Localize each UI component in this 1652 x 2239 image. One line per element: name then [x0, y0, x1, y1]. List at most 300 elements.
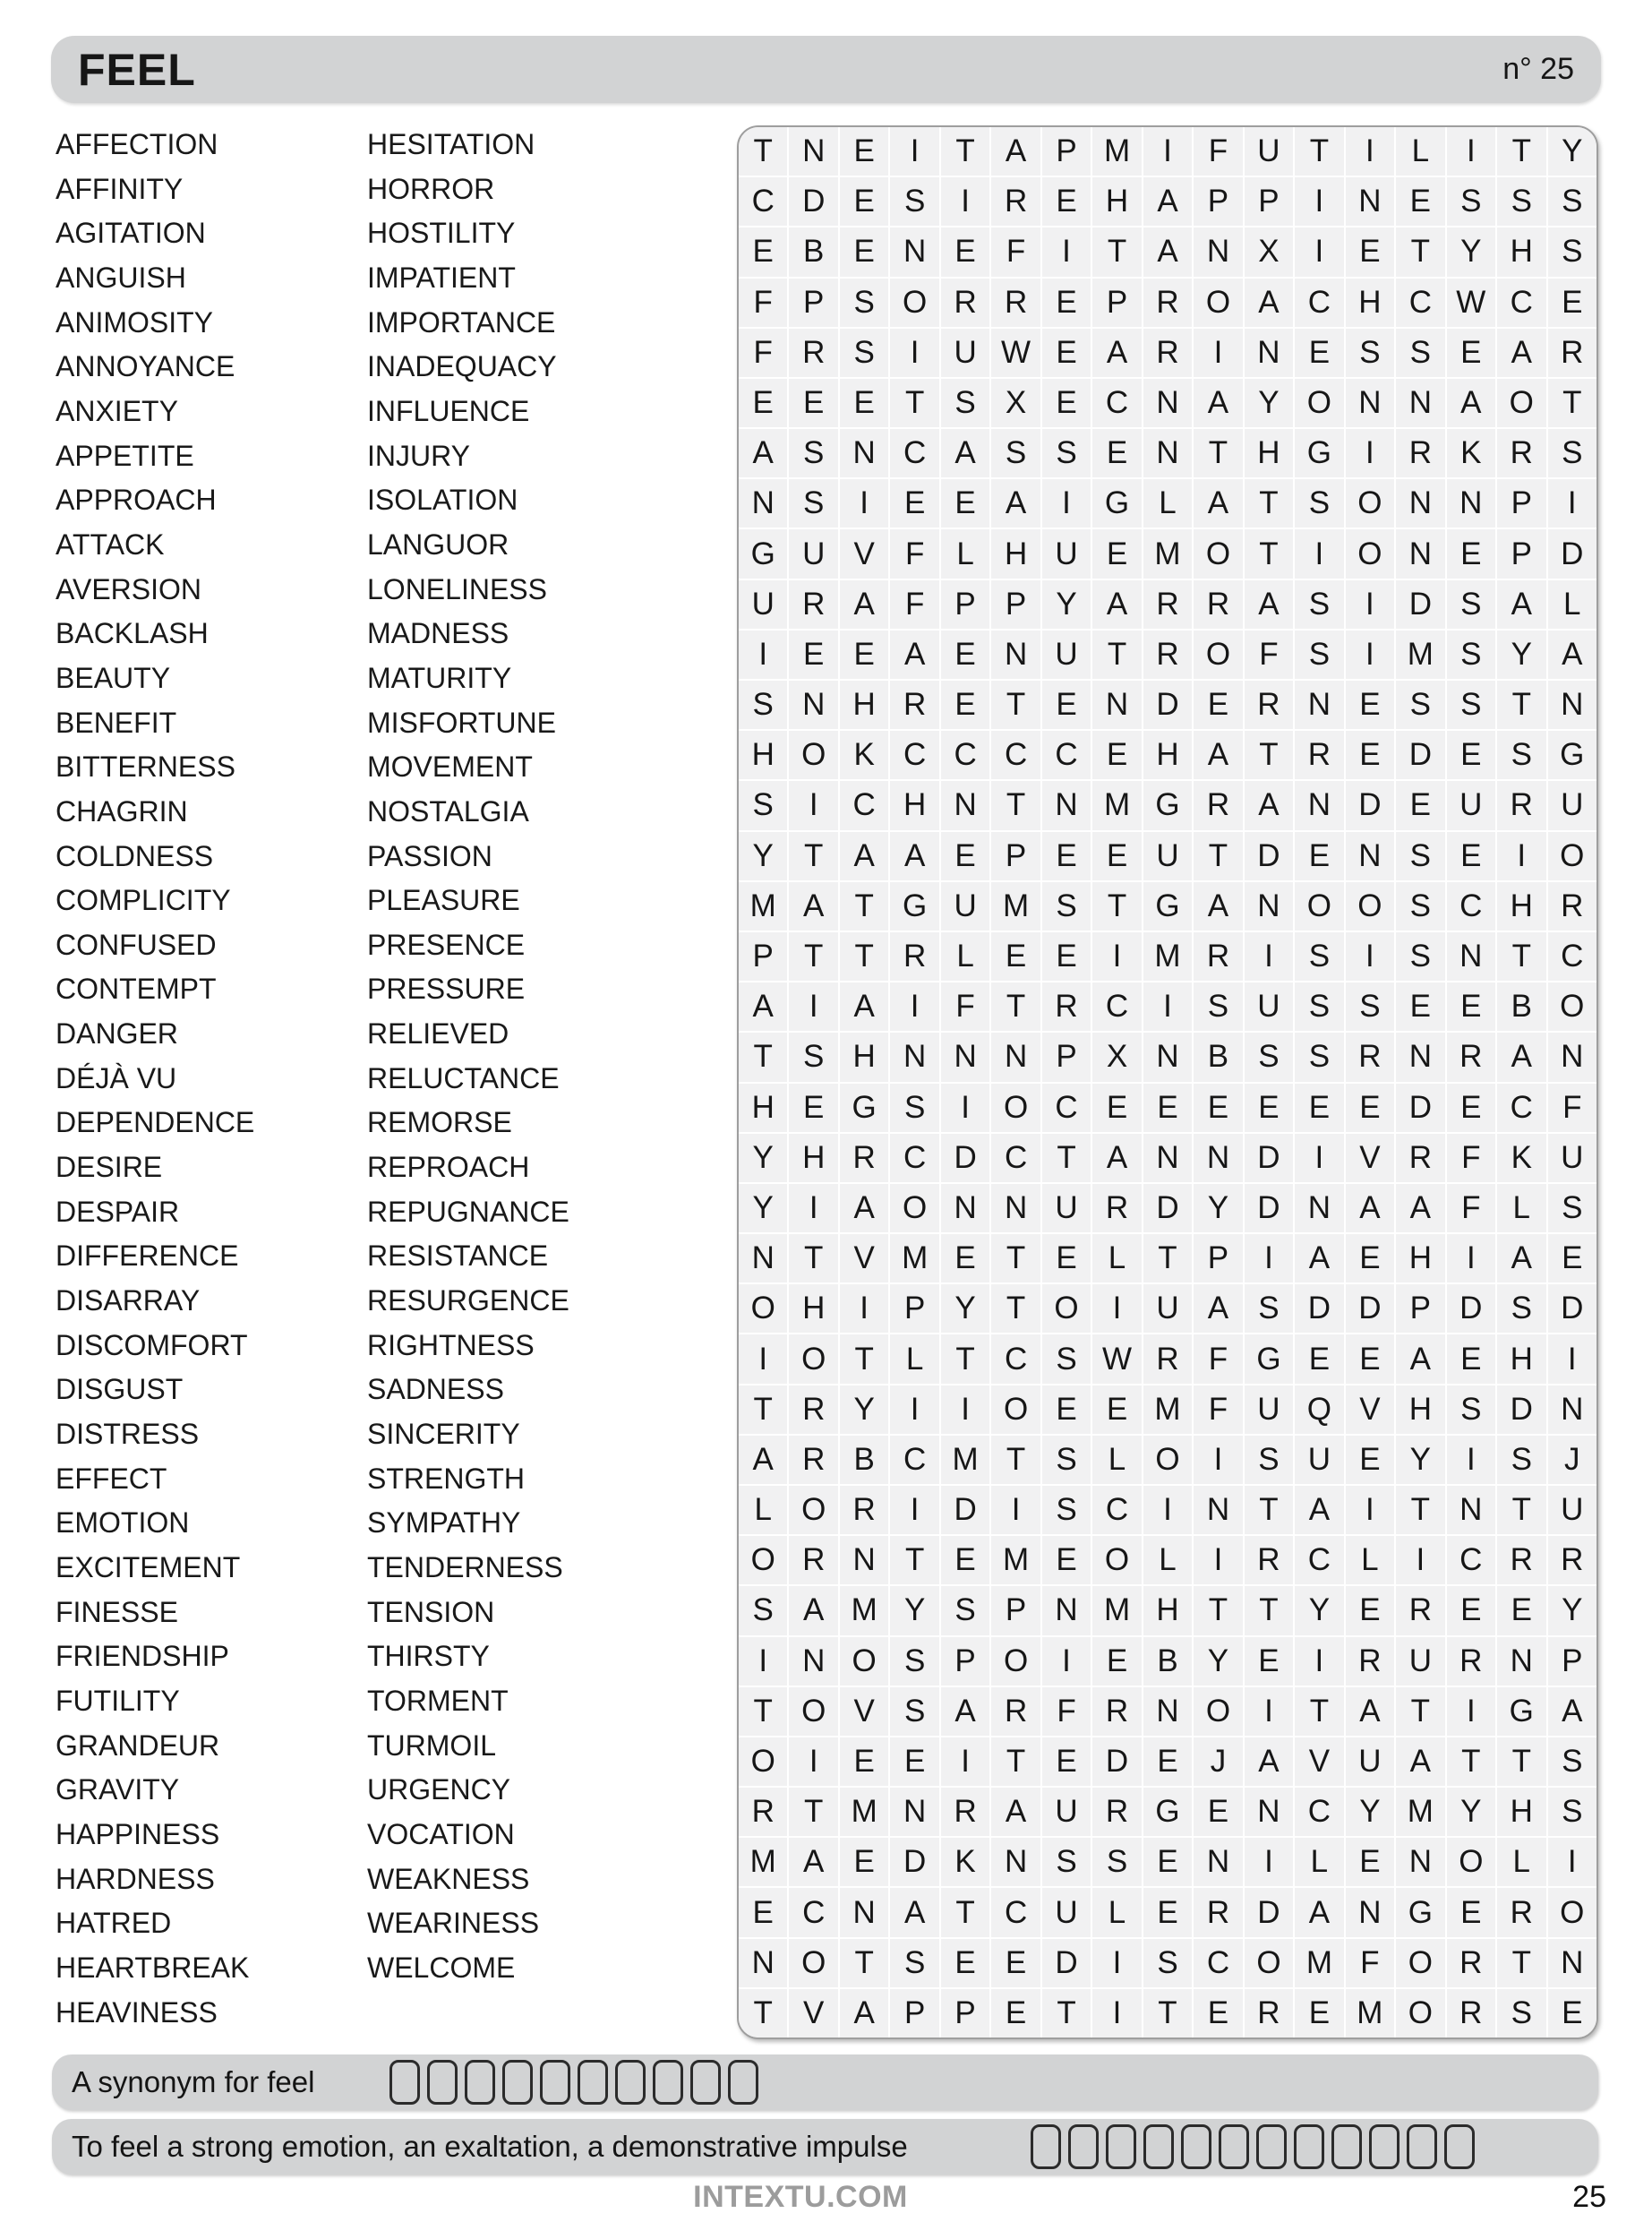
grid-cell: N	[739, 1234, 787, 1282]
grid-cell: O	[1092, 1536, 1141, 1584]
grid-cell: T	[1497, 1486, 1545, 1534]
grid-cell: K	[840, 731, 888, 779]
grid-cell: E	[1497, 1586, 1545, 1634]
answer-letter-box[interactable]	[1369, 2124, 1399, 2169]
grid-cell: P	[1194, 1234, 1242, 1282]
grid-cell: T	[991, 781, 1040, 829]
grid-cell: D	[1143, 1184, 1192, 1232]
grid-cell: T	[890, 379, 938, 427]
grid-cell: M	[739, 882, 787, 931]
grid-cell: Y	[1396, 1436, 1444, 1484]
answer-letter-box[interactable]	[465, 2060, 495, 2105]
grid-cell: M	[1143, 932, 1192, 981]
grid-cell: A	[840, 832, 888, 880]
grid-cell: E	[1143, 1838, 1192, 1886]
grid-cell: F	[1042, 1687, 1091, 1736]
answer-letter-box[interactable]	[690, 2060, 721, 2105]
grid-cell: T	[789, 1234, 837, 1282]
grid-cell: U	[1042, 1184, 1091, 1232]
grid-cell: N	[1245, 329, 1293, 377]
grid-cell: M	[1143, 1385, 1192, 1434]
answer-letter-box[interactable]	[1106, 2124, 1136, 2169]
grid-cell: R	[991, 279, 1040, 327]
grid-cell: O	[1295, 379, 1343, 427]
grid-cell: R	[1194, 580, 1242, 629]
grid-cell: S	[1497, 1284, 1545, 1333]
word-list-item: CONFUSED	[56, 928, 217, 961]
answer-letter-box[interactable]	[427, 2060, 458, 2105]
grid-cell: O	[789, 1687, 837, 1736]
grid-cell: S	[1245, 1284, 1293, 1333]
grid-cell: R	[1295, 731, 1343, 779]
grid-cell: D	[1396, 1084, 1444, 1132]
grid-cell: D	[1092, 1737, 1141, 1786]
grid-cell: I	[890, 127, 938, 176]
grid-cell: R	[1497, 429, 1545, 477]
grid-cell: S	[890, 177, 938, 226]
answer-letter-box[interactable]	[653, 2060, 683, 2105]
grid-cell: E	[1447, 1334, 1495, 1383]
word-list-item: COLDNESS	[56, 839, 214, 872]
grid-cell: M	[1092, 1586, 1141, 1634]
grid-cell: H	[840, 1033, 888, 1081]
grid-cell: R	[789, 1436, 837, 1484]
answer-letter-box[interactable]	[389, 2060, 420, 2105]
grid-cell: E	[1346, 731, 1394, 779]
grid-cell: T	[1497, 1939, 1545, 1987]
grid-cell: N	[1447, 479, 1495, 528]
grid-cell: L	[1143, 1536, 1192, 1584]
grid-cell: I	[1143, 127, 1192, 176]
grid-cell: C	[890, 1436, 938, 1484]
grid-cell: R	[890, 932, 938, 981]
grid-cell: M	[1396, 1788, 1444, 1836]
grid-cell: E	[1447, 1084, 1495, 1132]
grid-cell: E	[1092, 529, 1141, 578]
word-list-item: ANIMOSITY	[56, 305, 214, 339]
grid-cell: E	[1042, 1385, 1091, 1434]
grid-cell: A	[840, 982, 888, 1031]
answer-letter-box[interactable]	[1256, 2124, 1287, 2169]
grid-cell: P	[941, 1637, 989, 1686]
grid-cell: E	[1295, 329, 1343, 377]
footer-page-number: 25	[1572, 2180, 1606, 2214]
grid-cell: A	[1396, 1334, 1444, 1383]
word-list-item: REPUGNANCE	[367, 1195, 569, 1228]
grid-cell: C	[991, 1888, 1040, 1936]
grid-cell: A	[1548, 1687, 1596, 1736]
grid-cell: E	[1042, 1737, 1091, 1786]
grid-cell: A	[1396, 1737, 1444, 1786]
grid-cell: G	[1497, 1687, 1545, 1736]
grid-cell: V	[840, 1687, 888, 1736]
grid-cell: R	[789, 580, 837, 629]
grid-cell: S	[789, 429, 837, 477]
grid-cell: A	[991, 479, 1040, 528]
answer-letter-box[interactable]	[1181, 2124, 1211, 2169]
word-list-item: RESISTANCE	[367, 1240, 549, 1273]
grid-cell: D	[1245, 1184, 1293, 1232]
word-list-item: TURMOIL	[367, 1729, 496, 1762]
grid-cell: E	[941, 1536, 989, 1584]
grid-cell: S	[739, 1586, 787, 1634]
grid-cell: U	[1042, 631, 1091, 679]
grid-cell: G	[1143, 882, 1192, 931]
grid-cell: I	[1042, 479, 1091, 528]
grid-cell: E	[941, 479, 989, 528]
grid-cell: S	[1194, 982, 1242, 1031]
grid-cell: H	[890, 781, 938, 829]
grid-cell: W	[1447, 279, 1495, 327]
grid-cell: F	[890, 529, 938, 578]
grid-cell: I	[739, 631, 787, 679]
grid-cell: F	[941, 982, 989, 1031]
grid-cell: E	[1042, 1536, 1091, 1584]
grid-cell: O	[1194, 631, 1242, 679]
word-list-item: VOCATION	[367, 1817, 515, 1850]
grid-cell: D	[941, 1486, 989, 1534]
grid-cell: E	[840, 1838, 888, 1886]
grid-cell: D	[1548, 529, 1596, 578]
grid-cell: Y	[1346, 1788, 1394, 1836]
grid-cell: S	[840, 279, 888, 327]
grid-cell: D	[1245, 832, 1293, 880]
grid-cell: A	[840, 1184, 888, 1232]
grid-cell: S	[1548, 429, 1596, 477]
footer-site: INTEXTU.COM	[693, 2180, 908, 2214]
grid-cell: I	[739, 1637, 787, 1686]
grid-cell: H	[1346, 279, 1394, 327]
grid-cell: E	[1194, 1084, 1242, 1132]
grid-cell: T	[1497, 127, 1545, 176]
grid-cell: T	[1295, 1687, 1343, 1736]
grid-cell: H	[1143, 1586, 1192, 1634]
grid-cell: R	[840, 1486, 888, 1534]
word-list-item: TENDERNESS	[367, 1551, 563, 1583]
grid-cell: R	[1143, 279, 1192, 327]
grid-cell: S	[1346, 329, 1394, 377]
word-list-item: AGITATION	[56, 217, 206, 250]
grid-cell: A	[890, 631, 938, 679]
grid-cell: S	[1295, 631, 1343, 679]
grid-cell: N	[991, 1033, 1040, 1081]
grid-cell: I	[1447, 127, 1495, 176]
grid-cell: H	[1497, 1334, 1545, 1383]
grid-cell: P	[941, 1989, 989, 2037]
grid-cell: C	[941, 731, 989, 779]
grid-cell: A	[1447, 379, 1495, 427]
grid-cell: I	[1042, 227, 1091, 276]
word-list-item: CHAGRIN	[56, 794, 188, 828]
grid-cell: X	[991, 379, 1040, 427]
grid-cell: E	[840, 631, 888, 679]
grid-cell: R	[789, 1385, 837, 1434]
grid-cell: R	[789, 329, 837, 377]
grid-cell: O	[1396, 1939, 1444, 1987]
answer-letter-box[interactable]	[1444, 2124, 1475, 2169]
grid-cell: M	[1346, 1989, 1394, 2037]
grid-cell: S	[1295, 982, 1343, 1031]
word-list-item: REMORSE	[367, 1106, 512, 1139]
grid-cell: I	[1092, 932, 1141, 981]
answer-letter-box[interactable]	[1407, 2124, 1437, 2169]
grid-cell: S	[1447, 681, 1495, 729]
grid-cell: U	[1548, 1134, 1596, 1182]
grid-cell: A	[1295, 1486, 1343, 1534]
answer-letter-box[interactable]	[1143, 2124, 1174, 2169]
word-list-item: BEAUTY	[56, 661, 171, 694]
grid-cell: O	[1194, 279, 1242, 327]
word-list-item: HEARTBREAK	[56, 1951, 250, 1984]
grid-cell: L	[1497, 1838, 1545, 1886]
grid-cell: X	[1245, 227, 1293, 276]
grid-cell: C	[1295, 1788, 1343, 1836]
grid-cell: T	[739, 1989, 787, 2037]
grid-cell: T	[991, 1436, 1040, 1484]
grid-cell: L	[941, 529, 989, 578]
word-list-item: MISFORTUNE	[367, 706, 556, 739]
grid-cell: P	[1396, 1284, 1444, 1333]
answer-letter-box[interactable]	[1031, 2124, 1061, 2169]
grid-cell: T	[991, 1284, 1040, 1333]
grid-cell: O	[1194, 1687, 1242, 1736]
grid-cell: A	[1497, 580, 1545, 629]
clue-synonym-label: A synonym for feel	[72, 2065, 315, 2098]
grid-cell: S	[739, 781, 787, 829]
grid-cell: E	[840, 127, 888, 176]
grid-cell: R	[1245, 1989, 1293, 2037]
grid-cell: Y	[1042, 580, 1091, 629]
grid-cell: M	[840, 1788, 888, 1836]
word-list-item: HARDNESS	[56, 1862, 215, 1895]
grid-cell: N	[1143, 429, 1192, 477]
grid-cell: T	[1042, 1989, 1091, 2037]
word-list-item: HEAVINESS	[56, 1995, 218, 2029]
grid-cell: Y	[1295, 1586, 1343, 1634]
grid-cell: A	[1497, 1234, 1545, 1282]
grid-cell: A	[941, 1687, 989, 1736]
grid-cell: T	[739, 1385, 787, 1434]
word-list-item: STRENGTH	[367, 1462, 525, 1495]
grid-cell: N	[890, 1033, 938, 1081]
word-list-item: DÉJÀ VU	[56, 1061, 177, 1094]
word-list-item: TORMENT	[367, 1684, 509, 1717]
grid-cell: H	[1092, 177, 1141, 226]
grid-cell: S	[1295, 580, 1343, 629]
grid-cell: R	[1143, 329, 1192, 377]
grid-cell: I	[1548, 479, 1596, 528]
grid-cell: A	[890, 1888, 938, 1936]
grid-cell: E	[1092, 1084, 1141, 1132]
answer-letter-box[interactable]	[728, 2060, 758, 2105]
grid-cell: F	[1346, 1939, 1394, 1987]
word-list-item: DEPENDENCE	[56, 1106, 255, 1139]
grid-cell: N	[1396, 1033, 1444, 1081]
grid-cell: R	[1447, 1989, 1495, 2037]
grid-cell: J	[1194, 1737, 1242, 1786]
grid-cell: S	[1396, 329, 1444, 377]
grid-cell: U	[1042, 1888, 1091, 1936]
grid-cell: T	[890, 1536, 938, 1584]
grid-cell: N	[890, 1788, 938, 1836]
grid-cell: N	[1143, 1687, 1192, 1736]
grid-cell: S	[789, 479, 837, 528]
word-list-item: WEAKNESS	[367, 1862, 530, 1895]
grid-cell: D	[1548, 1284, 1596, 1333]
grid-cell: A	[739, 429, 787, 477]
grid-cell: T	[991, 1234, 1040, 1282]
grid-cell: K	[1447, 429, 1495, 477]
answer-letter-box[interactable]	[1068, 2124, 1099, 2169]
grid-cell: U	[1245, 982, 1293, 1031]
grid-cell: S	[1042, 1436, 1091, 1484]
grid-cell: H	[840, 681, 888, 729]
grid-cell: I	[1548, 1838, 1596, 1886]
grid-cell: A	[1245, 279, 1293, 327]
grid-cell: Y	[1548, 1586, 1596, 1634]
answer-letter-box[interactable]	[1219, 2124, 1249, 2169]
grid-cell: A	[1143, 177, 1192, 226]
grid-cell: S	[1042, 882, 1091, 931]
word-list-item: DISGUST	[56, 1373, 184, 1406]
word-list-item: SINCERITY	[367, 1418, 520, 1451]
grid-cell: A	[789, 1586, 837, 1634]
word-list-item: EXCITEMENT	[56, 1551, 241, 1583]
grid-cell: S	[1042, 1334, 1091, 1383]
grid-cell: A	[739, 982, 787, 1031]
grid-cell: E	[1092, 731, 1141, 779]
grid-cell: T	[1092, 227, 1141, 276]
grid-cell: N	[1295, 681, 1343, 729]
grid-cell: X	[1092, 1033, 1141, 1081]
grid-cell: O	[789, 1939, 837, 1987]
grid-cell: R	[1447, 1637, 1495, 1686]
grid-cell: M	[1092, 127, 1141, 176]
grid-cell: D	[1346, 781, 1394, 829]
grid-cell: V	[1295, 1737, 1343, 1786]
word-list-item: LONELINESS	[367, 572, 547, 605]
grid-cell: E	[739, 227, 787, 276]
answer-letter-box[interactable]	[578, 2060, 608, 2105]
grid-cell: E	[1548, 1234, 1596, 1282]
grid-cell: E	[789, 379, 837, 427]
grid-cell: C	[1447, 882, 1495, 931]
grid-cell: N	[1194, 1838, 1242, 1886]
grid-cell: O	[1447, 1838, 1495, 1886]
word-list-item: AFFINITY	[56, 172, 184, 205]
grid-cell: O	[1245, 1939, 1293, 1987]
grid-cell: I	[789, 1184, 837, 1232]
grid-cell: R	[1092, 1788, 1141, 1836]
grid-cell: R	[1143, 631, 1192, 679]
word-list-item: WELCOME	[367, 1951, 516, 1984]
grid-cell: O	[1194, 529, 1242, 578]
grid-cell: Y	[739, 1184, 787, 1232]
word-list-item: HAPPINESS	[56, 1817, 220, 1850]
grid-cell: R	[890, 681, 938, 729]
grid-cell: G	[739, 529, 787, 578]
grid-cell: D	[1497, 1385, 1545, 1434]
grid-cell: B	[1497, 982, 1545, 1031]
answer-letter-box[interactable]	[502, 2060, 533, 2105]
grid-cell: T	[1396, 227, 1444, 276]
grid-cell: O	[789, 1486, 837, 1534]
grid-cell: N	[941, 1033, 989, 1081]
grid-cell: M	[1396, 631, 1444, 679]
grid-cell: C	[991, 731, 1040, 779]
answer-letter-box[interactable]	[1331, 2124, 1362, 2169]
title-bar	[51, 36, 1601, 103]
grid-cell: E	[1245, 1637, 1293, 1686]
grid-cell: N	[1042, 1586, 1091, 1634]
grid-cell: T	[1194, 429, 1242, 477]
grid-cell: N	[789, 1637, 837, 1686]
grid-cell: G	[1092, 479, 1141, 528]
grid-cell: T	[1245, 529, 1293, 578]
word-list-item: WEARINESS	[367, 1907, 540, 1940]
grid-cell: S	[1092, 1838, 1141, 1886]
grid-cell: V	[840, 1234, 888, 1282]
word-list-item: DIFFERENCE	[56, 1240, 239, 1273]
grid-cell: G	[1396, 1888, 1444, 1936]
grid-cell: E	[1042, 279, 1091, 327]
answer-boxes-synonym	[389, 2060, 758, 2105]
grid-cell: Y	[1245, 379, 1293, 427]
grid-cell: D	[1143, 681, 1192, 729]
grid-cell: S	[1548, 1184, 1596, 1232]
grid-cell: S	[1447, 177, 1495, 226]
grid-cell: F	[991, 227, 1040, 276]
answer-letter-box[interactable]	[1294, 2124, 1324, 2169]
word-list-item: PASSION	[367, 839, 492, 872]
grid-cell: D	[1245, 1888, 1293, 1936]
answer-letter-box[interactable]	[615, 2060, 646, 2105]
grid-cell: C	[991, 1334, 1040, 1383]
answer-letter-box[interactable]	[540, 2060, 570, 2105]
grid-cell: S	[1548, 227, 1596, 276]
grid-cell: I	[1194, 1536, 1242, 1584]
grid-cell: A	[840, 1989, 888, 2037]
grid-cell: T	[991, 681, 1040, 729]
grid-cell: I	[1245, 1234, 1293, 1282]
grid-cell: E	[1143, 1888, 1192, 1936]
grid-cell: I	[1346, 932, 1394, 981]
grid-cell: S	[1447, 631, 1495, 679]
grid-cell: F	[739, 329, 787, 377]
grid-cell: V	[789, 1989, 837, 2037]
grid-cell: C	[890, 1134, 938, 1182]
grid-cell: E	[739, 1888, 787, 1936]
grid-cell: N	[1396, 379, 1444, 427]
grid-cell: P	[789, 279, 837, 327]
grid-cell: N	[1346, 379, 1394, 427]
grid-cell: E	[1295, 832, 1343, 880]
grid-cell: N	[941, 781, 989, 829]
grid-cell: N	[1194, 1134, 1242, 1182]
grid-cell: L	[1548, 580, 1596, 629]
word-list-item: HESITATION	[367, 128, 535, 160]
grid-cell: E	[890, 479, 938, 528]
grid-cell: U	[1447, 781, 1495, 829]
word-list-item: HATRED	[56, 1907, 172, 1940]
grid-cell: R	[1245, 681, 1293, 729]
grid-cell: E	[890, 1737, 938, 1786]
grid-cell: Y	[1194, 1637, 1242, 1686]
grid-cell: A	[1194, 1284, 1242, 1333]
grid-cell: L	[1396, 127, 1444, 176]
grid-cell: D	[1346, 1284, 1394, 1333]
grid-cell: R	[1396, 1134, 1444, 1182]
